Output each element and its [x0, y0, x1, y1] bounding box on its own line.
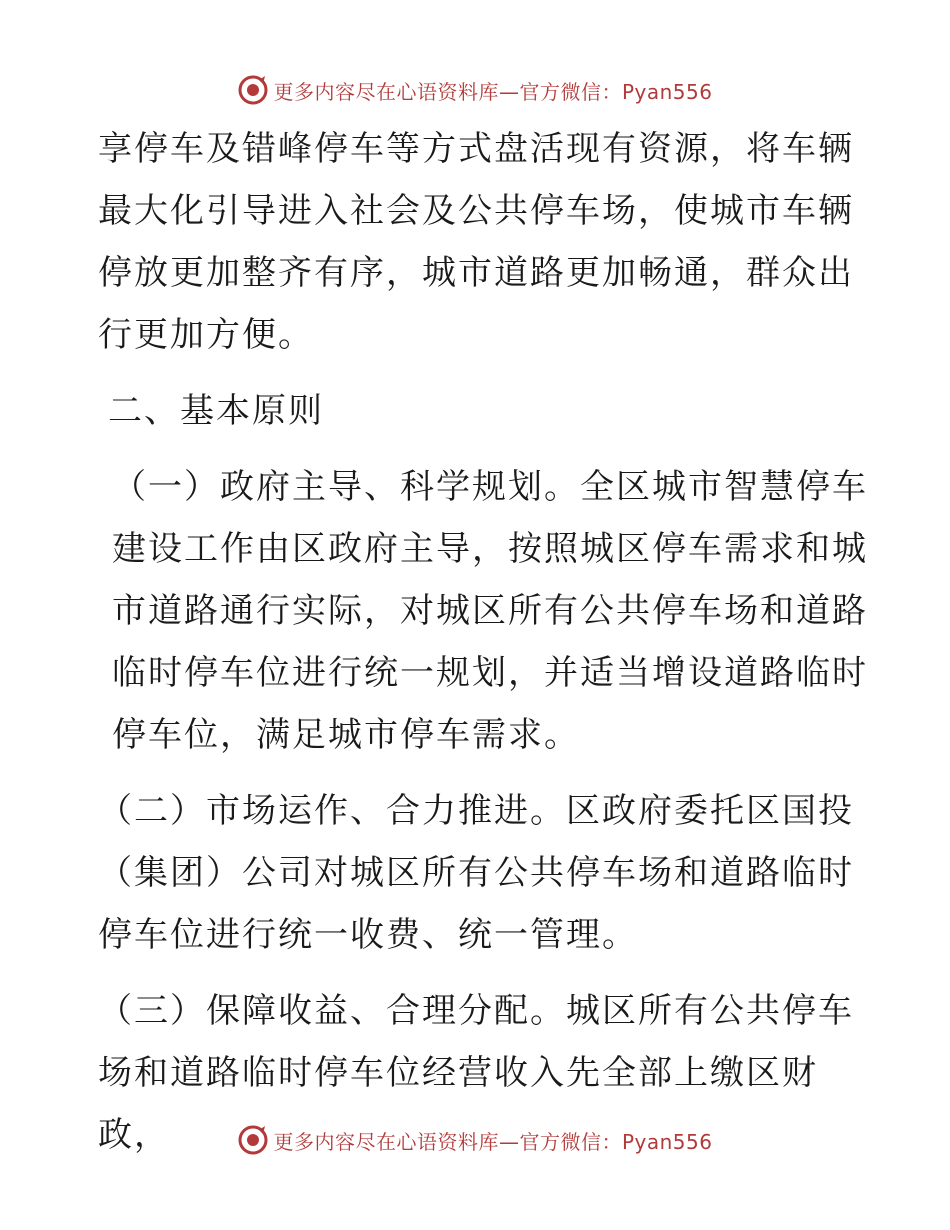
banner-text: 更多内容尽在心语资料库—官方微信：Pyan556	[273, 1129, 713, 1154]
paragraph: （二）市场运作、合力推进。区政府委托区国投（集团）公司对城区所有公共停车场和道路临时停车位进行统一收费、统一管理。	[98, 791, 854, 955]
red-seal-logo-icon	[237, 1124, 269, 1156]
paragraph: （一）政府主导、科学规划。全区城市智慧停车建设工作由区政府主导，按照城区停车需求和城市道路通行实际，对城区所有公共停车场和道路临时停车位进行统一规划，并适当增设道路临时停车位，满足城市停车需求。	[112, 467, 868, 755]
section-heading: 二、基本原则	[108, 391, 324, 431]
paragraph: 享停车及错峰停车等方式盘活现有资源，将车辆最大化引导进入社会及公共停车场，使城市车辆停放更加整齐有序，城市道路更加畅通，群众出行更加方便。	[98, 129, 854, 355]
red-seal-logo-icon	[237, 74, 269, 106]
header-banner	[0, 70, 950, 110]
footer-banner	[0, 1120, 950, 1160]
banner-text: 更多内容尽在心语资料库—官方微信：Pyan556	[273, 79, 713, 104]
document-body	[98, 118, 868, 1166]
paragraph: （三）保障收益、合理分配。城区所有公共停车场和道路临时停车位经营收入先全部上缴区财政，	[98, 991, 854, 1155]
